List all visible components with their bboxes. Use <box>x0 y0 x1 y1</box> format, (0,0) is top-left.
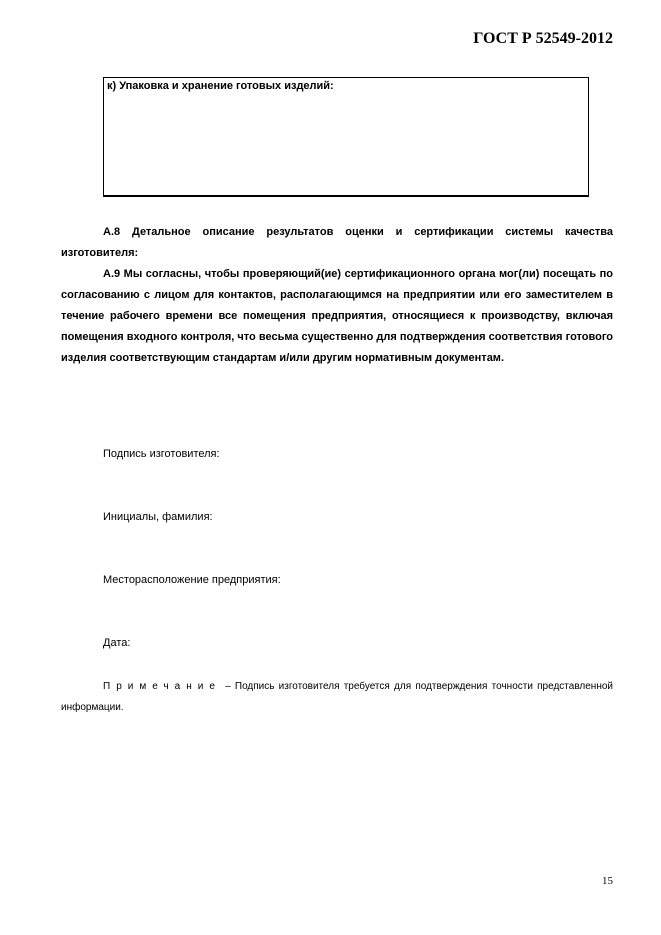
note-label: Примечание <box>103 681 221 692</box>
page-number: 15 <box>602 875 613 887</box>
date-field-label: Дата: <box>103 637 131 649</box>
packaging-storage-box <box>103 77 589 197</box>
paragraph-a8: А.8 Детальное описание результатов оценки и сертификации системы качества изготовителя: <box>61 226 613 259</box>
location-field-label: Месторасположение предприятия: <box>103 574 281 586</box>
initials-field-label: Инициалы, фамилия: <box>103 511 213 523</box>
note-paragraph <box>61 676 613 718</box>
signature-field-label: Подпись изготовителя: <box>103 448 220 460</box>
document-code: ГОСТ Р 52549-2012 <box>473 30 613 47</box>
packaging-storage-label: к) Упаковка и хранение готовых изделий: <box>107 80 334 92</box>
note-text: – Подпись изготовителя требуется для подтверждения точности представленной информации. <box>61 681 613 713</box>
paragraph-a9: А.9 Мы согласны, чтобы проверяющий(ие) сертификационного органа мог(ли) посещать по согласованию с лицом для контактов, располагающимся на предприятии или его заместителем в течение рабочего времени все помещения предприятия, относящиеся к производству, включая помещения входного контроля, что весьма существенно для подтверждения соответствия готового изделия соответствующим стандартам и/или другим нормативным документам. <box>61 268 613 364</box>
